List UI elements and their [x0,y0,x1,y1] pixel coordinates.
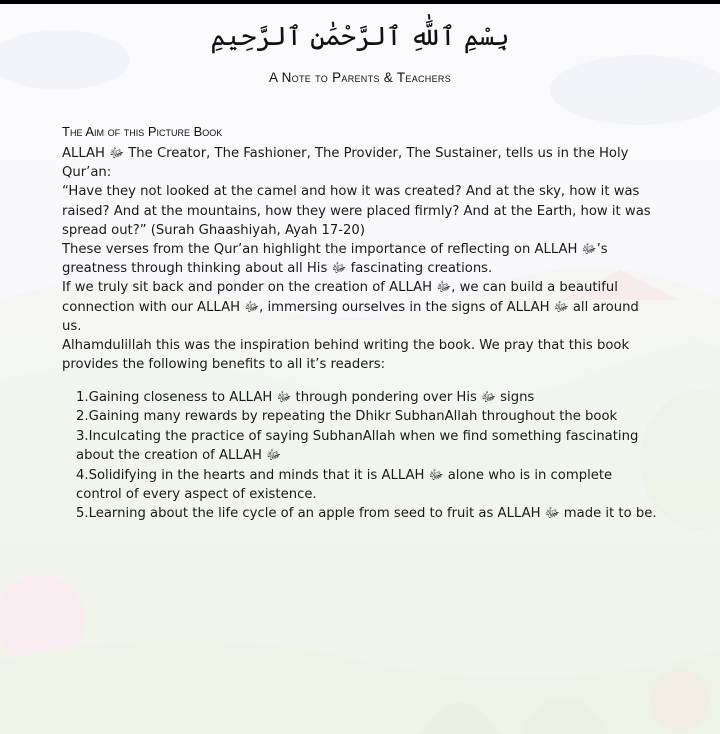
bismillah-calligraphy: بِسْمِ ٱللَّٰهِ ٱلرَّحْمَٰنِ ٱلرَّحِيمِ [210,22,510,52]
page-title: A Note to Parents & Teachers [268,70,452,85]
benefits-list [62,388,662,524]
list-item: 3.Inculcating the practice of saying SubhanAllah when we find something fascinating about the creation of ALLAH ﷻ [76,428,639,464]
section-heading: The Aim of this Picture Book [62,124,223,139]
list-item: 1.Gaining closeness to ALLAH ﷻ through pondering over His ﷻ signs [76,390,535,405]
paragraph: Alhamdulillah this was the inspiration behind writing the book. We pray that this book provides the following benefits to all it’s readers: [62,338,630,373]
list-item: 4.Solidifying in the hearts and minds that it is ALLAH ﷻ alone who is in complete control of every aspect of existence. [76,467,613,503]
paragraph-quote: “Have they not looked at the camel and how it was created? And at the sky, how it was raised? And at the mountains, how they were placed firmly? And at the Earth, how it was spread out?” (Surah Ghaashiyah, Ayah 17-20) [62,184,651,238]
intro-text [62,144,662,374]
paragraph: ALLAH ﷻ The Creator, The Fashioner, The Provider, The Sustainer, tells us in the Holy Qur’an: [62,146,629,181]
list-item: 5.Learning about the life cycle of an apple from seed to fruit as ALLAH ﷻ made it to be. [76,506,657,522]
paragraph: If we truly sit back and ponder on the creation of ALLAH ﷻ, we can build a beautiful connection with our ALLAH ﷻ, immersing ourselves in the signs of ALLAH ﷻ all around us. [62,280,639,334]
paragraph: These verses from the Qur’an highlight the importance of reflecting on ALLAH ﷻ’s greatness through thinking about all His ﷻ fascinating creations. [62,242,608,277]
list-item: 2.Gaining many rewards by repeating the Dhikr SubhanAllah throughout the book [76,409,618,425]
